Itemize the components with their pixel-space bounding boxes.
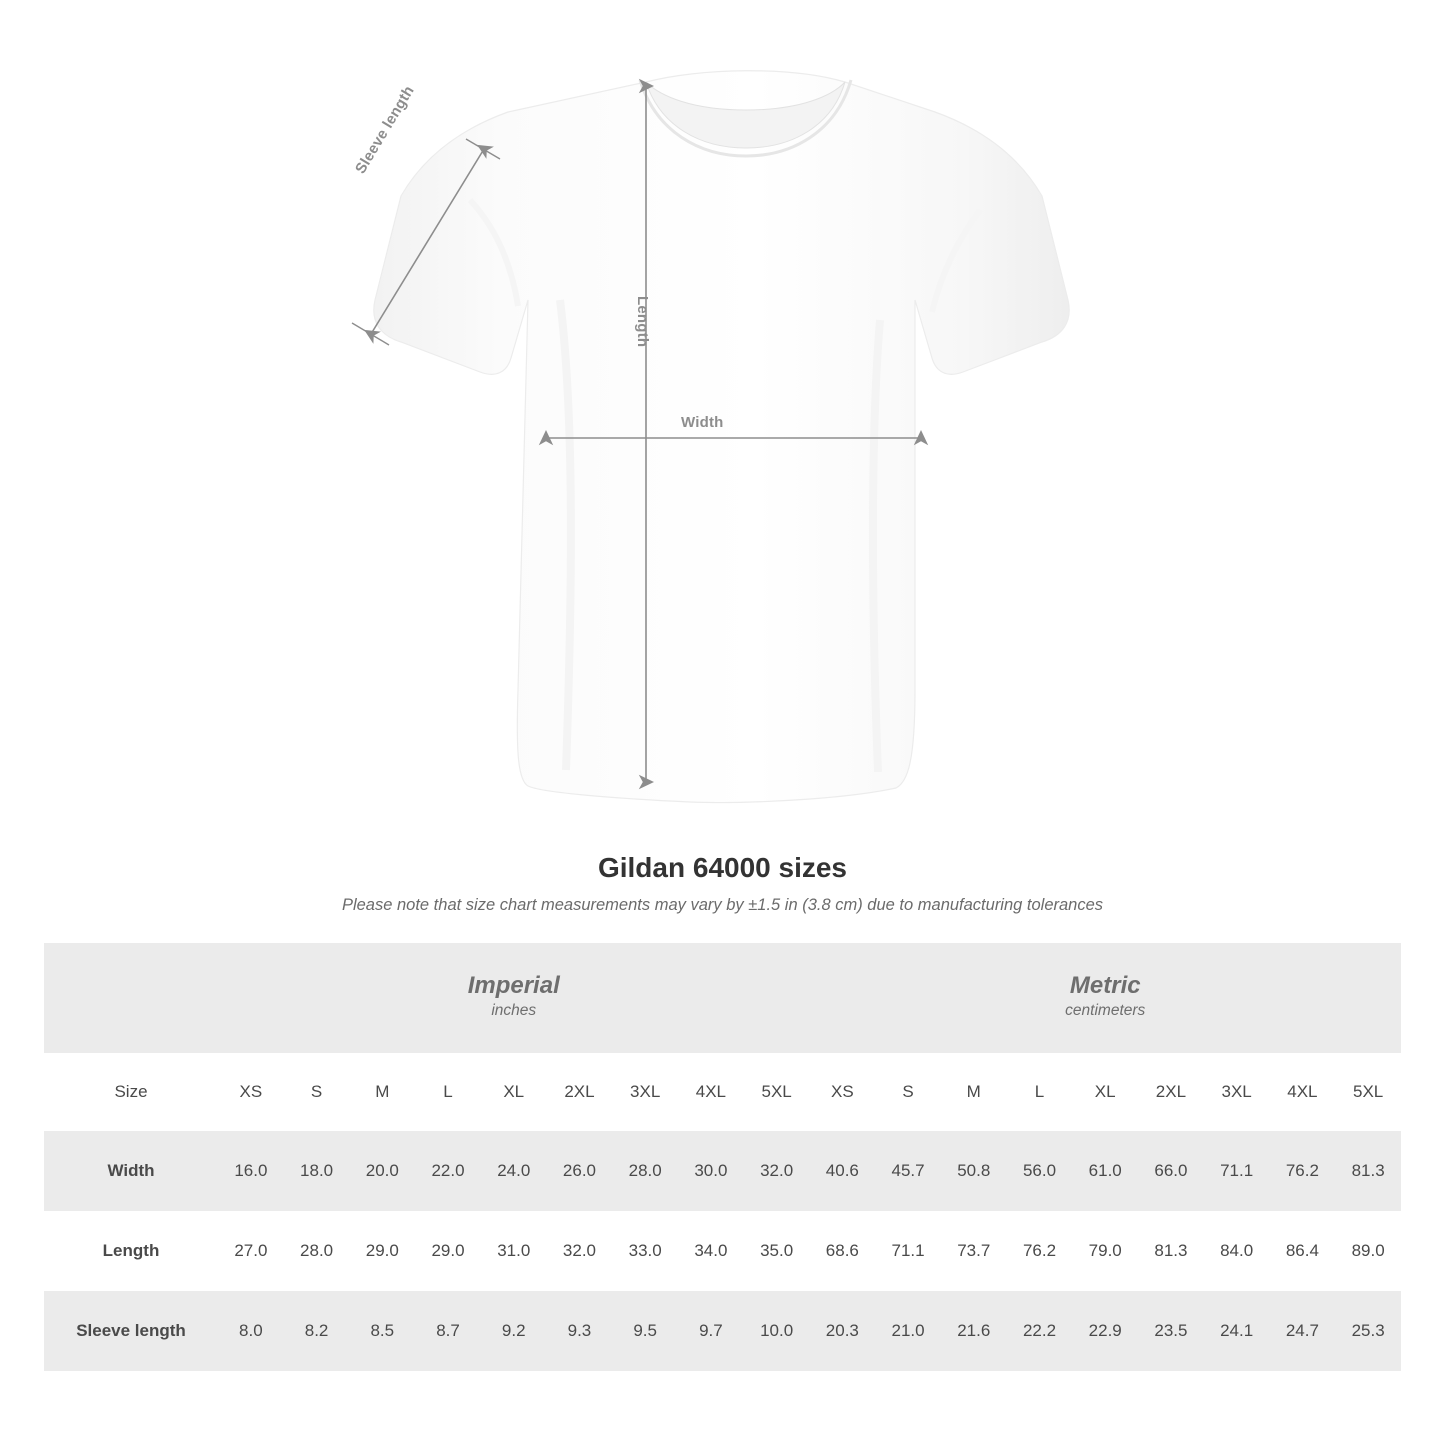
measurement-cell: 9.3 (547, 1291, 613, 1371)
measurement-cell: 10.0 (744, 1291, 810, 1371)
measurement-cell: 25.3 (1335, 1291, 1401, 1371)
measurement-cell: 33.0 (612, 1211, 678, 1291)
unit-system-label: Imperial (467, 971, 560, 999)
size-header-cell: L (1007, 1053, 1073, 1131)
measurement-cell: 9.7 (678, 1291, 744, 1371)
measurement-cell: 22.0 (415, 1131, 481, 1211)
size-header-cell: 5XL (744, 1053, 810, 1131)
measurement-cell: 68.6 (809, 1211, 875, 1291)
measurement-cell: 28.0 (284, 1211, 350, 1291)
row-label: Sleeve length (44, 1291, 218, 1371)
measurement-cell: 71.1 (875, 1211, 941, 1291)
unit-system-row (44, 943, 1401, 1053)
table-row (44, 1291, 1401, 1371)
measurement-cell: 26.0 (547, 1131, 613, 1211)
measurement-cell: 20.0 (349, 1131, 415, 1211)
measurement-cell: 21.0 (875, 1291, 941, 1371)
unit-row-spacer (44, 943, 218, 1053)
chart-title-block (0, 852, 1445, 915)
measurement-cell: 76.2 (1007, 1211, 1073, 1291)
size-header-cell: 4XL (1270, 1053, 1336, 1131)
width-label: Width (681, 414, 724, 431)
row-label: Length (44, 1211, 218, 1291)
measurement-cell: 81.3 (1335, 1131, 1401, 1211)
measurement-cell: 29.0 (415, 1211, 481, 1291)
unit-name-label: centimeters (1065, 1002, 1146, 1020)
size-header-cell: 5XL (1335, 1053, 1401, 1131)
measurement-cell: 23.5 (1138, 1291, 1204, 1371)
table-row (44, 1131, 1401, 1211)
size-header-cell: S (875, 1053, 941, 1131)
measurement-cell: 66.0 (1138, 1131, 1204, 1211)
size-header-cell: XS (809, 1053, 875, 1131)
size-header-cell: 3XL (1204, 1053, 1270, 1131)
measurement-cell: 81.3 (1138, 1211, 1204, 1291)
measurement-cell: 34.0 (678, 1211, 744, 1291)
measurement-cell: 30.0 (678, 1131, 744, 1211)
measurement-cell: 28.0 (612, 1131, 678, 1211)
size-chart-table (44, 943, 1401, 1371)
measurement-cell: 22.2 (1007, 1291, 1073, 1371)
size-header-cell: 2XL (547, 1053, 613, 1131)
measurement-cell: 89.0 (1335, 1211, 1401, 1291)
measurement-cell: 16.0 (218, 1131, 284, 1211)
measurement-cell: 8.2 (284, 1291, 350, 1371)
size-header-cell: M (349, 1053, 415, 1131)
measurement-cell: 24.1 (1204, 1291, 1270, 1371)
size-header-cell: 3XL (612, 1053, 678, 1131)
measurement-cell: 9.5 (612, 1291, 678, 1371)
measurement-cell: 8.5 (349, 1291, 415, 1371)
size-header-cell: XL (1072, 1053, 1138, 1131)
measurement-cell: 84.0 (1204, 1211, 1270, 1291)
sleeve-length-label: Sleeve length (352, 82, 418, 177)
measurement-cell: 8.0 (218, 1291, 284, 1371)
tolerance-note: Please note that size chart measurements may vary by ±1.5 in (3.8 cm) due to manufacturing tolerances (341, 896, 1104, 914)
measurement-cell: 18.0 (284, 1131, 350, 1211)
measurement-cell: 56.0 (1007, 1131, 1073, 1211)
unit-name-label: inches (491, 1002, 537, 1020)
size-header-cell: L (415, 1053, 481, 1131)
size-header-cell: XS (218, 1053, 284, 1131)
size-header-cell: M (941, 1053, 1007, 1131)
measurement-cell: 32.0 (547, 1211, 613, 1291)
measurement-cell: 21.6 (941, 1291, 1007, 1371)
measurement-cell: 40.6 (809, 1131, 875, 1211)
measurement-cell: 71.1 (1204, 1131, 1270, 1211)
measurement-cell: 79.0 (1072, 1211, 1138, 1291)
row-label: Width (44, 1131, 218, 1211)
size-header-cell: 2XL (1138, 1053, 1204, 1131)
measurement-cell: 20.3 (809, 1291, 875, 1371)
unit-group-imperial (218, 943, 809, 1053)
measurement-cell: 32.0 (744, 1131, 810, 1211)
measurement-cell: 35.0 (744, 1211, 810, 1291)
measurement-cell: 50.8 (941, 1131, 1007, 1211)
length-label: Length (634, 296, 651, 348)
measurement-cell: 45.7 (875, 1131, 941, 1211)
measurement-cell: 31.0 (481, 1211, 547, 1291)
measurement-cell: 24.7 (1270, 1291, 1336, 1371)
measurement-cell: 29.0 (349, 1211, 415, 1291)
measurement-cell: 61.0 (1072, 1131, 1138, 1211)
measurement-cell: 76.2 (1270, 1131, 1336, 1211)
measurement-cell: 86.4 (1270, 1211, 1336, 1291)
measurement-cell: 8.7 (415, 1291, 481, 1371)
table-row (44, 1211, 1401, 1291)
measurement-cell: 22.9 (1072, 1291, 1138, 1371)
measurement-cell: 73.7 (941, 1211, 1007, 1291)
size-table-wrapper (44, 943, 1401, 1371)
measurement-cell: 24.0 (481, 1131, 547, 1211)
size-header-row (44, 1053, 1401, 1131)
measurement-cell: 9.2 (481, 1291, 547, 1371)
page-title: Gildan 64000 sizes (597, 852, 848, 883)
size-header-label: Size (44, 1053, 218, 1131)
unit-system-label: Metric (1069, 971, 1141, 999)
size-header-cell: XL (481, 1053, 547, 1131)
size-header-cell: S (284, 1053, 350, 1131)
size-header-cell: 4XL (678, 1053, 744, 1131)
unit-group-metric (809, 943, 1401, 1053)
shirt-body-shape (374, 71, 1069, 803)
measurement-cell: 27.0 (218, 1211, 284, 1291)
